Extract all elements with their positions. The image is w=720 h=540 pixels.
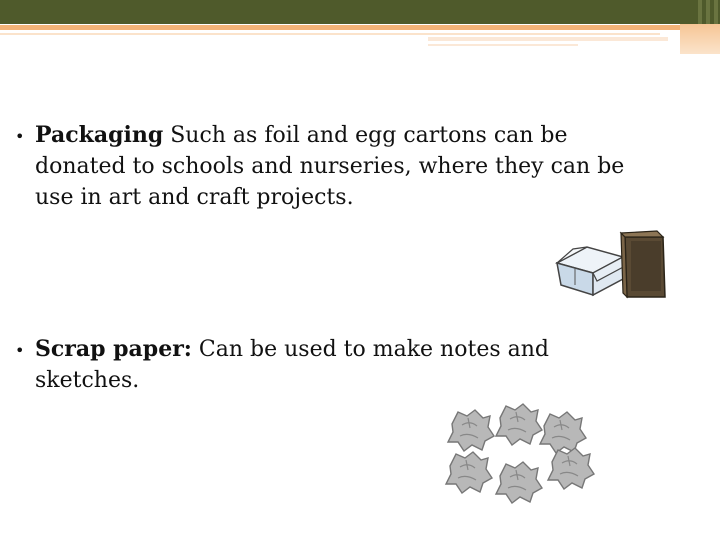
paper-bag-icon [621, 231, 665, 297]
bullet-heading: Scrap paper: [35, 336, 192, 362]
bullet-text [35, 334, 635, 396]
accent-line-secondary [0, 33, 660, 35]
crumpled-paper-illustration [440, 402, 600, 510]
bullet-body: Such as foil and egg cartons can be donated to schools and nurseries, where they can be use in art and craft projects. [35, 123, 625, 210]
paper-ball-icon [448, 410, 494, 451]
accent-line-tertiary [428, 37, 668, 41]
bullet-scrap-paper [15, 334, 635, 396]
bullet-heading: Packaging [35, 122, 164, 148]
paper-ball-icon [548, 448, 594, 489]
corner-decoration [680, 24, 720, 54]
bullet-packaging [15, 120, 635, 213]
bullet-dot: • [15, 127, 25, 146]
box-and-bag-illustration [553, 225, 673, 303]
title-bar [0, 0, 720, 24]
paper-ball-icon [496, 404, 542, 445]
bullet-dot: • [15, 341, 25, 360]
bullet-body: Can be used to make notes and sketches. [35, 337, 549, 393]
accent-line-quaternary [428, 44, 578, 46]
bullet-text [35, 120, 635, 213]
paper-ball-icon [540, 412, 586, 453]
paper-ball-icon [496, 462, 542, 503]
accent-line [0, 25, 720, 30]
paper-ball-icon [446, 452, 492, 493]
cardboard-box-icon [557, 247, 627, 295]
